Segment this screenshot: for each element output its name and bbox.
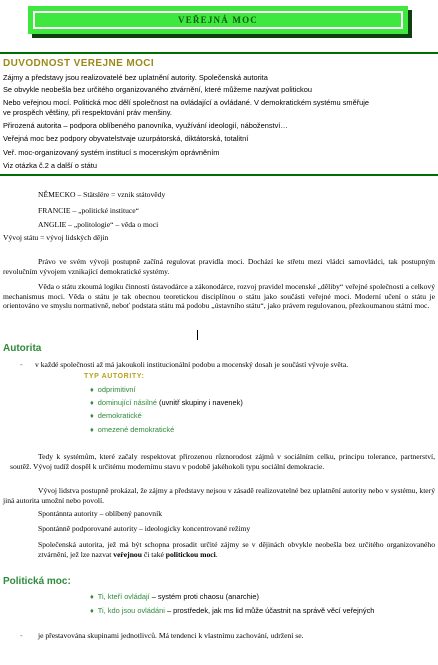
paragraph-text: Společenská autorita, jež má být schopna prosadit určité zájmy se v dějinách obvykle neobešla bez určitého organizovaného ztvárnění, jež lze nazvat (38, 540, 435, 559)
autorita-heading: Autorita (3, 343, 42, 354)
list-item-label: Ti, kteří ovládají (97, 592, 150, 601)
bullet-text: v každé společnosti až má jakoukoli institucionální podobu a mocenský dosah je součástí vývoje světa. (35, 360, 349, 369)
paragraph: Tedy k systémům, které začaly respektovat přirozenou různorodost zájmů v sociálním celku, principu tolerance, partnerství, soutěž. Vývoj tudíž dospěl k určitému modernímu stavu v podobě jakéhokoli typu sociální demokracie. (10, 452, 435, 471)
text-line: Nebo veřejnou mocí. Politická moc dělí společnost na ovládající a ovládané. V demokratickém systému směřuje (3, 98, 370, 107)
section-divider (0, 52, 438, 54)
list-item-label: odprimitivní (97, 385, 136, 394)
text-line: ve prospěch většiny, při respektování práv menšiny. (3, 108, 172, 117)
dash-bullet-icon: - (20, 360, 23, 369)
leaf-bullet-icon: ♦ (90, 425, 94, 434)
list-item-note: (uvnitř skupiny i navenek) (159, 398, 243, 407)
list-item (90, 398, 243, 408)
text-line: Veř. moc-organizovaný systém institucí s mocenským oprávněním (3, 148, 220, 157)
list-item (90, 385, 136, 395)
text-line: Přirozená autorita – podpora oblíbeného panovníka, využívání ideologií, náboženství… (3, 121, 288, 130)
section-divider (0, 174, 438, 176)
paragraph (38, 540, 435, 559)
paragraph: Právo ve svém vývoji postupně začíná regulovat pravidla moci. Dochází ke střetu mezi vládci samovládci, tak postupným revolučním vývojem vznikající demokratické systémy. (3, 257, 435, 276)
text-line: Viz otázka č.2 a další o státu (3, 161, 97, 170)
term-line: FRANCIE – „politické instituce“ (38, 206, 140, 215)
bullet-text: je přestavována skupinami jednotlivců. Má tendenci k vlastnímu zachování, udržení se. (38, 631, 304, 640)
list-item-label: omezené demokratické (97, 425, 175, 434)
page-title: VEŘEJNÁ MOC (178, 15, 258, 25)
title-banner (28, 6, 408, 34)
list-item-label: Ti, kdo jsou ovládáni (97, 606, 165, 615)
leaf-bullet-icon: ♦ (90, 592, 94, 601)
paragraph: Věda o státu zkoumá logiku činnosti ústavodárce a zákonodárce, rozvoj pravidel mocenské „děliby“ veřejné společnosti a celkový mechanismus moci. Věda o státu je tak obecnou teoretickou disciplínou o státu jako součásti veřejné moci. Moderní učení o státu je orientováno ve smyslu normativně, neboť podstata státu má podobu „ústavního státu“, jako právem regulovanou, přezkoumanou státní moc. (3, 282, 435, 310)
state-history-line: Vývoj státu = vývoj lidských dějin (3, 233, 109, 242)
dash-bullet-icon: - (20, 631, 23, 640)
term-line: NĚMECKO – Stätslëre = vznik státovědy (38, 190, 166, 199)
paragraph-text: či také (141, 549, 166, 559)
leaf-bullet-icon: ♦ (90, 411, 94, 420)
list-item (90, 425, 174, 435)
paragraph-text: . (215, 549, 218, 559)
title-banner-frame (33, 11, 403, 29)
list-item (90, 411, 142, 421)
text-line: Zájmy a představy jsou realizovatelé bez uplatnění autority. Společenská autorita (3, 73, 268, 82)
leaf-bullet-icon: ♦ (90, 398, 94, 407)
political-power-heading: Politická moc: (3, 576, 71, 587)
leaf-bullet-icon: ♦ (90, 385, 94, 394)
text-line: Se obvykle neobešla bez určitého organizovaného ztvárnění, které můžeme nazývat politickou (3, 85, 312, 94)
authority-types-title: TYP AUTORITY: (84, 373, 145, 380)
list-item (90, 592, 259, 602)
paragraph: Vývoj lidstva postupně prokázal, že zájmy a představy nejsou v zásadě realizovatelné bez uplatnění autority nebo v systému, který jiná autorita umožní nebo povolí. (3, 486, 435, 505)
list-item-note: – prostředek, jak ms lid může účastnit na správě věcí veřejných (164, 606, 375, 615)
text-line: Veřejná moc bez podpory obyvatelstvaje uzurpátorská, diktátorská, totalitní (3, 134, 249, 143)
emphasis-text: politickou moci (165, 549, 216, 559)
text-line: Spontánně podporované autority – ideologicky koncentrované režimy (38, 524, 251, 533)
term-line: ANGLIE – „politologie“ – věda o moci (38, 220, 159, 229)
emphasis-text: veřejnou (113, 549, 142, 559)
list-item-label: demokratické (97, 411, 142, 420)
text-line: Spontánnta autority – oblíbený panovník (38, 509, 163, 518)
leaf-bullet-icon: ♦ (90, 606, 94, 615)
list-item-note: – systém proti chaosu (anarchie) (149, 592, 259, 601)
text-cursor (197, 330, 198, 340)
list-item (90, 606, 420, 616)
section-heading: DUVODNOST VEREJNE MOCI (3, 58, 155, 69)
list-item-label: dominující násilné (97, 398, 157, 407)
